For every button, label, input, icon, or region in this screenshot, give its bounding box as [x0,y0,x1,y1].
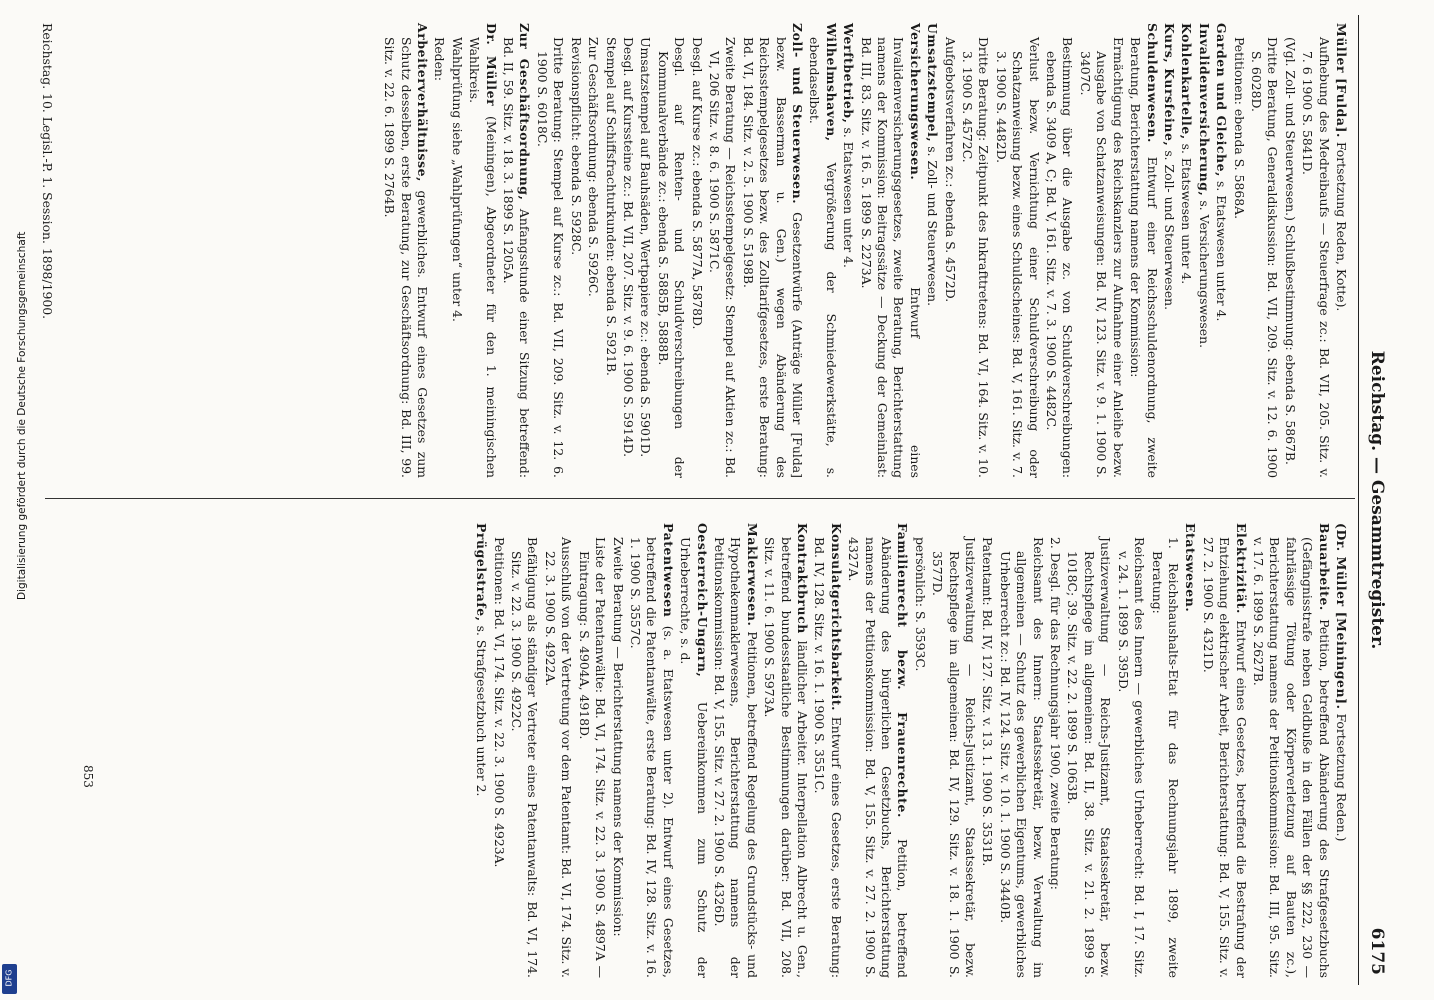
index-text: Aufhebung des Medreibaufs — Steuerfrage zc.: Bd. VII, 205. Sitz. v. 7. 6 1900 S. 5841D. [1300,37,1332,478]
index-keyword: Versicherungswesen. [907,23,923,181]
index-entry [811,523,844,978]
index-text: Entwurf eines Gesetzes, erste Beratung: Bd. IV, 128. Sitz. v. 16. 1. 1900 S. 3551C. [812,537,844,978]
column-divider [45,498,1355,499]
header-page-number: 6175 [1367,927,1387,975]
index-entry [490,523,506,978]
index-entry [508,523,541,978]
index-text: Fortsetzung Reden.) [1334,709,1349,842]
index-entry [1333,523,1349,978]
printed-page-number: 853 [81,765,95,788]
index-entry [1195,23,1211,478]
index-entry [602,23,618,478]
index-text: Zweite Beratung — Reichsstempelgesetz: Stempel auf Aktien zc.: Bd. VI, 206 Sitz. v. 8. 6. 1900 S. 5871C. [706,37,739,478]
index-text: Entwurf eines Invalidenversicherungsgesetzes, zweite Beratung, Berichterstattung namens der Kommission: Beitragssätze — Deckung der Gemeinlast: Bd. III, 83. Sitz. v. 16. 5. 1899 S. 2273A. [858,37,923,478]
index-text: Anfangsstunde einer Sitzung betreffend: Bd. II, 59. Sitz. v. 18. 3. 1899 S. 1205A. [501,37,533,479]
index-text: (Meiningen), Abgeordneter für den 1. meiningischen Wahlkreis. [467,37,499,479]
index-entry [992,23,1041,478]
index-entry [620,23,636,478]
index-keyword: Invalidenversicherung, [1196,23,1212,197]
index-entry [448,23,464,478]
index-text: persönlich: S. 3593C. [912,537,928,672]
index-entry [1127,23,1160,478]
index-entry [845,523,911,978]
index-keyword: Wilhelmshaven, [823,23,839,142]
index-entry [1333,23,1349,478]
index-entry [567,23,583,478]
index-entry [1077,23,1126,478]
index-keyword: Konsulatgerichtsbarkeit. [828,523,844,712]
index-entry [840,23,856,478]
index-text: s. Etatswesen unter 4. [841,123,857,268]
index-keyword: (Dr. Müller [Meiningen]. [1334,523,1349,710]
index-keyword: Kurs, Kursfeine, [1161,23,1177,147]
index-text: Umsatzstempel auf Bauhsäden, Wertpapiere zc.: ebenda S. 5901D. [638,37,654,458]
index-entry [1199,523,1248,978]
index-text: Stempel auf Schiffsfrachturkunden: ebenda S. 5921B. [603,37,619,376]
index-text: s. Strafgesetzbuch unter 2. [474,621,490,797]
index-entry [1213,23,1229,478]
index-entry [761,523,810,978]
index-keyword: Prügelstrafe, [474,523,490,622]
index-entry [688,23,704,478]
index-text: 1. Reichshaushalts-Etat für das Rechnungsjahr 1899, zweite Beratung: [1149,537,1181,978]
running-header [1359,15,1387,985]
index-keyword: Zoll- und Steuerwesen. [790,23,805,205]
index-text: Revisionspflicht: ebenda S. 5928C. [568,37,584,256]
index-text: 2. Desgl. für das Rechnungsjahr 1900, zweite Beratung: [1048,537,1064,890]
index-entry [542,523,575,978]
index-text: Desgl. auf Renten- und Schuldverschreibungen der Kommunalverbände zc.: ebenda S. 5885B, 5888B. [655,37,688,478]
index-keyword: Umsatzstempel, [925,23,941,143]
index-text: s. Etatswesen unter 4. [1214,177,1230,322]
index-text: Desgl. auf Kurssteine zc.: Bd. VII, 207. Sitz. v. 9. 6. 1900 S. 5914D. [620,37,636,458]
index-entry [1281,23,1297,478]
index-keyword: Werftbetrieb, [841,23,857,124]
index-text: Bestimmung über die Ausgabe zc. von Schuldverschreibungen: ebenda S. 3409 A, C; Bd. V, 161. Sitz. v. 7. 3. 1900 S. 4482C. [1044,37,1076,478]
index-text: Justizverwaltung — Reichs-Justizamt, Staatssekretär, bezw. Rechtspflege im allgemeinen: Bd. IV, 129. Sitz. v. 18. 1. 1900 S. 3577D. [930,537,979,978]
index-entry [706,23,739,478]
index-entry [1161,23,1177,478]
index-entry [654,23,687,478]
index-text: Petitionen, betreffend Regelung des Grundstücks- und Hypothekenmaklerwesens, Berichterstattung namens der Petitionskommission: Bd. V, 155. Sitz. v. 27. 2. 1900 S. 4326D. [711,537,760,978]
index-entry [959,23,992,478]
index-entry [979,523,995,978]
index-keyword: Bauarbeite. [1316,523,1332,611]
index-entry [924,23,940,478]
index-entry [677,523,710,978]
index-entry [806,23,839,478]
index-entry [473,523,489,978]
index-entry [1047,523,1063,978]
index-entry [941,23,957,478]
index-keyword: Patentwesen [660,523,676,618]
page-footer: Reichstag. 10. Legisl.-P. 1. Session. 1898/1900. [40,23,55,320]
index-text: Reichsamt des Innern: Staatssekretär, bezw. Verwaltung im allgemeinen — Schutz des gewerblichen Eigentums, gewerbliches Urheberrecht zc.: Bd. IV, 124. Sitz. v. 10. 1. 1900 S. 3440B. [997,537,1046,978]
index-text: Dritte Beratung, Generaldiskussion: Bd. VII, 209. Sitz. v. 12. 6. 1900 S. 6028D. [1248,37,1281,478]
index-keyword: Kohlenkartelle, [1179,23,1195,140]
index-entry [381,23,430,478]
index-entry [929,523,978,978]
credit-text: Digitalisierung gefördert durch die Deutsche Forschungsgemeinschaft [16,231,28,600]
index-text: (Vgl. Zoll- und Steuerwesen.) Schlußbestimmung: ebenda S. 5867B. [1282,37,1298,465]
index-entry [500,23,533,478]
index-entry [1182,523,1198,978]
index-text: Patentamt: Bd. IV, 127. Sitz. v. 13. 1. 1900 S. 3531B. [980,537,996,867]
right-column [472,523,1349,978]
index-keyword: Müller [Fulda]. [1334,23,1349,138]
left-column [380,23,1349,478]
index-keyword: Oesterreich-Ungarn, [694,523,710,678]
index-keyword: Kontraktbruch [795,523,810,634]
index-entry [1178,23,1194,478]
index-keyword: Maklerwesen. [744,523,760,627]
index-text: Wahlprüfung siehe „Wahlprüfungen“ unter 4. [449,37,465,322]
index-text: Uebereinkommen zum Schutz der Urheberrechte, s. d. [678,537,710,978]
index-text: Befähigung als ständiger Vertreter eines Patentanwalts: Bd. VI, 174. Sitz. v. 22. 3. 1900 S. 4922C. [509,537,541,978]
index-text: Fortsetzung Reden, Kotte). [1334,137,1349,312]
index-entry [1299,23,1332,478]
index-text: Petitionen: Bd. VI, 174. Sitz. v. 22. 3. 1900 S. 4923A. [491,537,507,868]
index-entry [1148,523,1181,978]
dfg-logo-text: DFG [4,969,14,987]
index-entry [637,23,653,478]
index-text: Dritte Beratung: Stempel auf Kurse zc.: Bd. VII, 209. Sitz. v. 12. 6. 1900 S. 6018C. [534,37,567,478]
index-entry [466,23,499,478]
index-entry [1250,523,1332,978]
index-entry [739,23,805,478]
index-text: Vergrößerung der Schmiedewerkstätte, s. ebendaselbst. [807,37,839,478]
index-keyword: Familienrecht bezw. Frauenrechte. [895,523,911,818]
index-text: Ermächtigung des Reichskanzlers zur Aufnahme einer Anleihe bezw. Ausgabe von Schatzanweisungen: Bd. IV, 123. Sitz. v. 9. 1. 1900 S. 3407C. [1077,37,1126,478]
index-entry [996,523,1045,978]
index-text: s. Zoll- und Steuerwesen. [925,142,941,307]
index-entry [911,523,927,978]
index-text: Entwurf einer Reichsschuldenordnung, zweite Beratung, Berichterstattung namens der Kommission: [1128,37,1160,478]
index-text: Reden: [432,37,448,82]
index-text: Zweite Beratung — Berichterstattung namens der Kommission: [610,537,626,937]
index-text: s. Etatswesen unter 4. [1179,139,1195,285]
index-text: Aufgebotsverfahren zc.: ebenda S. 4572D. [942,37,958,303]
index-text: Petitionen: ebenda S. 5868A. [1231,37,1247,220]
index-entry [609,523,625,978]
index-text: Gesetzentwürfe (Anträge Müller [Fulda] bezw. Basserman u. Gen.) wegen Abänderung des Reichsstempelgesetzes bezw. des Zolltarifgesetzes, erste Beratung: Bd. VI, 184. Sitz. v. 2. 5. 1900 S. 5198B. [740,37,805,478]
index-entry [575,523,608,978]
index-keyword: Schuldenwesen. [1144,23,1160,143]
index-text: Dritte Beratung: Zeitpunkt des Inkrafttretens: Bd. VI, 164. Sitz. v. 10. 3. 1900 S. 4572C. [960,37,992,478]
index-keyword: Garden und Gleiche, [1214,23,1230,178]
index-text: gewerbliches. Entwurf eines Gesetzes zum Schutz desselben, erste Beratung, zur Geschäftsordnung: Bd. III, 99. Sitz. v. 22. 6. 1899 S. 2764B. [382,37,431,478]
index-keyword: Zur Geschäftsordnung, [517,23,533,201]
index-keyword: Arbeiterverhältnisse, [415,23,431,183]
index-entry [534,23,567,478]
index-entry [1064,523,1113,978]
index-entry [1248,23,1281,478]
index-text: Entwurf eines Gesetzes, betreffend die Bestrafung der Entziehung elektrischer Arbeit, Berichterstattung: Bd. V, 155. Sitz. v. 27. 2. 1900 S. 4321D. [1200,537,1249,978]
index-entry [585,23,601,478]
index-keyword: Elektrizität. [1233,523,1249,614]
index-entry [431,23,447,478]
index-text: Petition, betreffend Abänderung des bürgerlichen Gesetzbuchs, Berichterstattung namens der Petitionskommission: Bd. V, 155. Sitz. v. 27. 2. 1900 S. 4327A. [846,537,911,978]
index-entry [857,23,923,478]
index-keyword: Etatswesen. [1183,523,1199,613]
header-rule [1358,15,1359,985]
index-text: Verlust bezw. Vernichtung einer Schuldverschreibung oder Schatzanweisung bezw. eines Schuldscheines: Bd. V, 161. Sitz. v. 7. 3. 1900 S. 4482D. [993,37,1042,478]
index-entry [1230,23,1246,478]
index-entry [1114,523,1147,978]
index-entry [711,523,760,978]
index-text: Desgl. auf Kurse zc.: ebenda S. 5877A, 5878D. [689,37,705,330]
index-entry [1043,23,1076,478]
index-text: Justizverwaltung — Reichs-Justizamt, Staatssekretär, bezw. Rechtspflege im allgemeinen: Bd. II, 38. Sitz. v. 21. 2. 1899 S. 1018C; 39. Sitz. v. 22. 2. 1899 S. 1063B. [1065,537,1114,978]
header-title: Reichstag. — Gesammtregister. [1367,350,1387,650]
index-text: Liste der Patentanwälte: Bd. VI, 174. Sitz. v. 22. 3. 1900 S. 4897A — Eintragung: S. 4904A, 4918D. [576,537,609,978]
index-text: Zur Geschäftsordnung: ebenda S. 5926C. [586,37,602,297]
index-text: Petition, betreffend Abänderung des Strafgesetzbuchs (Gefängnisstrafe neben Geldbuße in den Fällen der §§ 222, 230 — fahrlässige Tötung oder Körperverletzung auf Bauten zc.), Berichterstattung namens der Petitionskommission: Bd. III, 95. Sitz. v. 17. 6. 1899 S. 2627B. [1250,537,1332,978]
index-text: Reichsamt des Innern — gewerbliches Urheberrecht: Bd. I, 17. Sitz. v. 24. 1. 1899 S. 395D. [1115,537,1148,978]
index-text: ländlicher Arbeiter. Interpellation Albrecht u. Gen., betreffend bundesstaatliche Bestimmungen darüber: Bd. VII, 208. Sitz. v. 11. 6. 1900 S. 5973A. [762,537,810,978]
scanned-page [15,15,1395,985]
index-entry [627,523,676,978]
index-text: (s. a. Etatswesen unter 2). Entwurf eines Gesetzes, betreffend die Patentanwälte, erste Beratung: Bd. IV, 128. Sitz. v. 16. 1. 1900 S. 3557C. [627,537,676,978]
index-keyword: Dr. Müller [483,23,499,107]
index-text: s. Zoll- und Steuerwesen. [1161,146,1177,311]
index-text: s. Versicherungswesen. [1196,196,1212,349]
index-text: Ausschluß von der Vertretung vor dem Patentamt: Bd. VI, 174. Sitz. v. 22. 3. 1900 S. 4922A. [542,537,575,978]
